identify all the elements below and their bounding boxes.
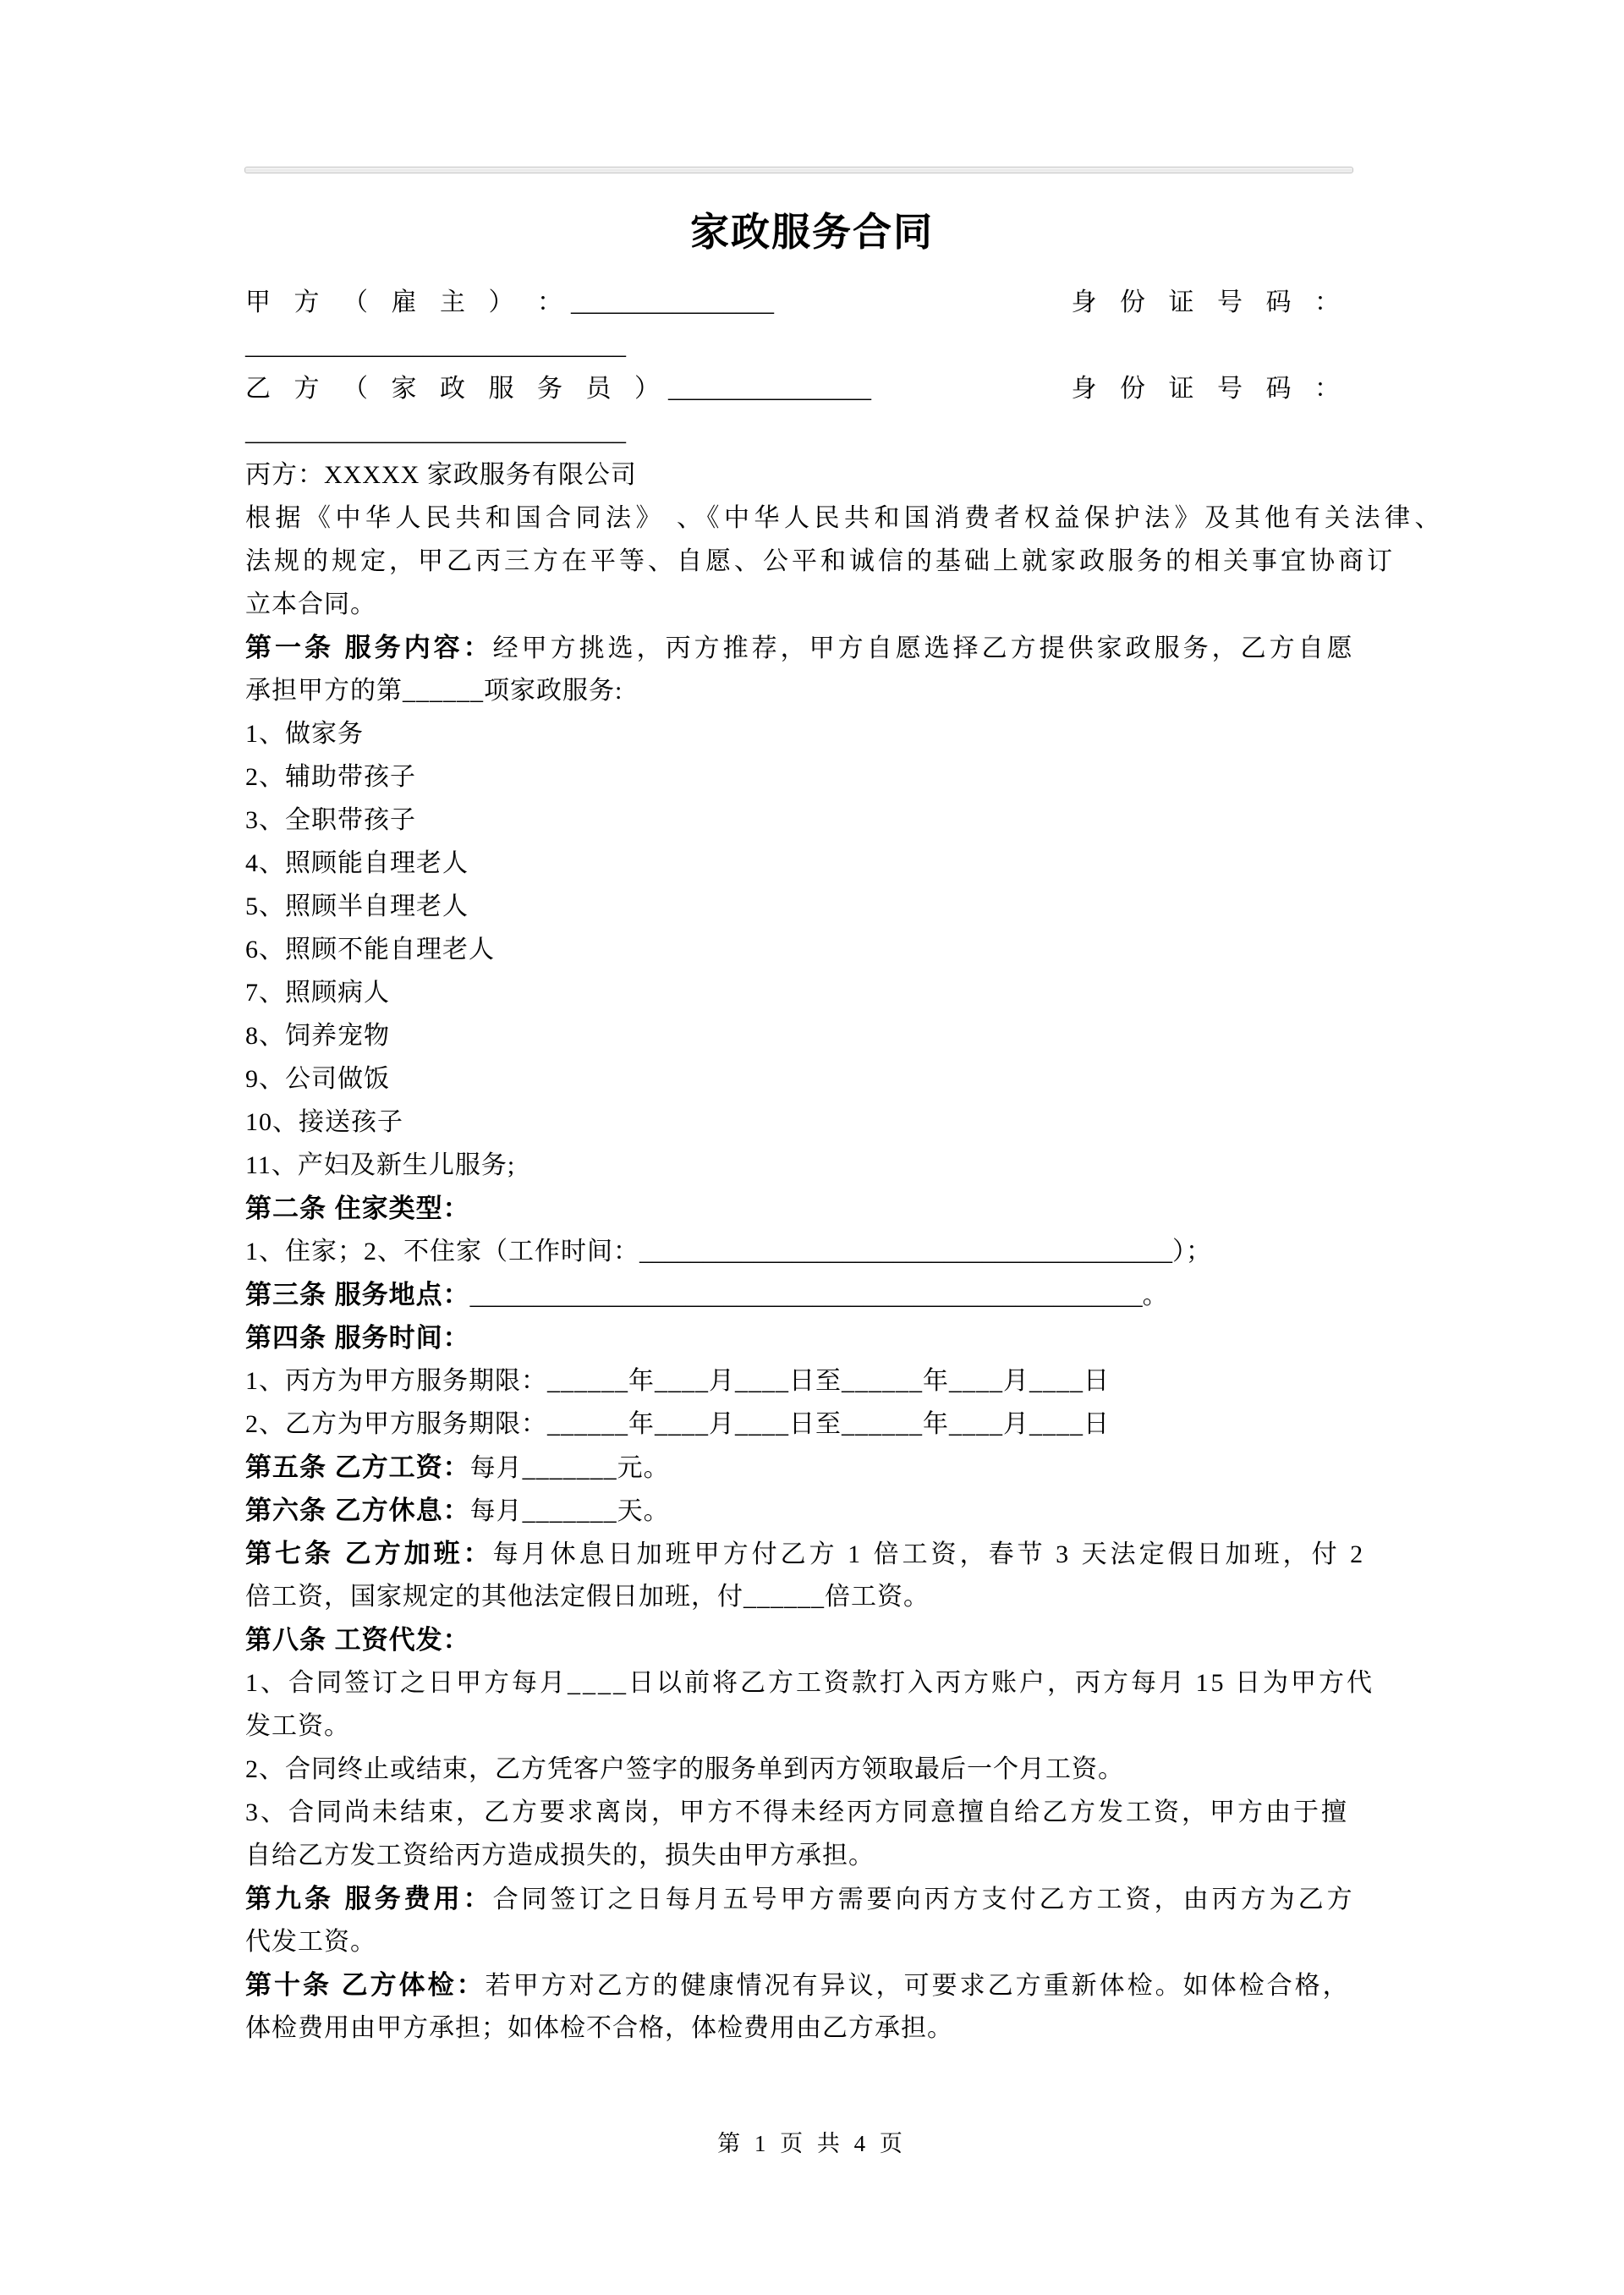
clause-6-row <box>245 1489 1379 1532</box>
clause-10-heading: 第十条 乙方体检： <box>245 1970 486 2000</box>
clause-5-row <box>245 1446 1379 1489</box>
clause-10-row <box>245 1963 1379 2007</box>
service-item-8: 8、饲养宠物 <box>245 1022 390 1050</box>
clause-10-line-1: 若甲方对乙方的健康情况有异议，可要求乙方重新体检。如体检合格， <box>485 1972 1351 2000</box>
service-item-11: 11、产妇及新生儿服务; <box>245 1151 516 1179</box>
preamble-line-1: 根据《中华人民共和国合同法》 、《中华人民共和国消费者权益保护法》及其他有关法律、 <box>245 504 1445 532</box>
clause-3-blank: _____________________________________________________ <box>469 1282 1143 1309</box>
party-a-id-label: 身 份 证 号 码 ： <box>1071 288 1348 316</box>
party-a-id-blank: ______________________________ <box>245 332 626 360</box>
preamble-line-2: 法规的规定，甲乙丙三方在平等、自愿、公平和诚信的基础上就家政服务的相关事宜协商订 <box>245 547 1396 575</box>
top-divider-bar <box>244 167 1353 173</box>
party-b-row <box>245 367 1379 410</box>
clause-8-item-3-line-1: 3、合同尚未结束，乙方要求离岗，甲方不得未经丙方同意擅自给乙方发工资，甲方由于擅 <box>245 1798 1349 1826</box>
service-item-10: 10、接送孩子 <box>245 1108 403 1136</box>
clause-9-line-2: 代发工资。 <box>245 1928 376 1956</box>
clause-2-text: 1、住家；2、不住家（工作时间： <box>245 1238 639 1266</box>
clause-2-line <box>245 1230 1379 1273</box>
service-item-6: 6、照顾不能自理老人 <box>245 936 495 964</box>
clause-1-intro-line-2: 承担甲方的第______项家政服务: <box>245 677 623 705</box>
clause-6-heading: 第六条 乙方休息： <box>245 1496 470 1525</box>
service-item-5: 5、照顾半自理老人 <box>245 892 469 920</box>
clause-2-heading: 第二条 住家类型： <box>245 1194 470 1223</box>
clause-9-line-1: 合同签订之日每月五号甲方需要向丙方支付乙方工资，由丙方为乙方 <box>492 1886 1356 1913</box>
clause-8-heading-row <box>245 1618 1379 1661</box>
party-a-label: 甲 方 （ 雇 主 ） ： <box>245 288 571 316</box>
party-b-name-blank: ________________ <box>668 375 871 403</box>
clause-4-heading: 第四条 服务时间： <box>245 1323 470 1353</box>
party-b-id-label: 身 份 证 号 码 ： <box>1071 375 1348 403</box>
clause-4-line-2: 2、乙方为甲方服务期限：______年____月____日至______年____月____日 <box>245 1410 1110 1438</box>
service-item-7: 7、照顾病人 <box>245 979 390 1007</box>
service-item-4: 4、照顾能自理老人 <box>245 849 469 877</box>
clause-2-heading-row <box>245 1187 1379 1230</box>
clause-7-row <box>245 1532 1379 1575</box>
clause-1-heading: 第一条 服务内容： <box>245 633 493 662</box>
clause-4-line-1: 1、丙方为甲方服务期限：______年____月____日至______年____月____日 <box>245 1367 1110 1395</box>
clause-2-blank: __________________________________________ <box>639 1238 1172 1266</box>
preamble-line-3: 立本合同。 <box>245 590 376 618</box>
clause-9-row <box>245 1877 1379 1920</box>
clause-1-intro-line-1: 经甲方挑选，丙方推荐，甲方自愿选择乙方提供家政服务，乙方自愿 <box>492 634 1356 662</box>
clause-9-heading: 第九条 服务费用： <box>245 1884 493 1913</box>
clause-8-item-1-line-1: 1、合同签订之日甲方每月____日以前将乙方工资款打入丙方账户，丙方每月 15 日为甲方代 <box>245 1669 1374 1697</box>
party-b-label: 乙 方 （ 家 政 服 务 员 ） <box>245 375 668 403</box>
service-item-9: 9、公司做饭 <box>245 1065 390 1093</box>
clause-2-text-end: ）； <box>1172 1238 1212 1266</box>
clause-4-heading-row <box>245 1316 1379 1359</box>
party-c-line: 丙方：XXXXX 家政服务有限公司 <box>245 461 637 489</box>
clause-8-heading: 第八条 工资代发： <box>245 1625 470 1655</box>
clause-3-text-end: 。 <box>1142 1282 1169 1309</box>
party-a-name-blank: ________________ <box>571 288 774 316</box>
clause-10-line-2: 体检费用由甲方承担；如体检不合格，体检费用由乙方承担。 <box>245 2014 953 2042</box>
page-number: 第 1 页 共 4 页 <box>717 2131 907 2156</box>
clause-3-row <box>245 1273 1379 1316</box>
clause-7-heading: 第七条 乙方加班： <box>245 1539 493 1568</box>
clause-7-line-2: 倍工资，国家规定的其他法定假日加班，付______倍工资。 <box>245 1583 930 1611</box>
contract-body <box>245 281 1445 2050</box>
clause-8-item-1-line-2: 发工资。 <box>245 1712 350 1740</box>
clause-8-item-3-line-2: 自给乙方发工资给丙方造成损失的，损失由甲方承担。 <box>245 1842 875 1869</box>
service-item-1: 1、做家务 <box>245 720 364 748</box>
clause-3-heading: 第三条 服务地点： <box>245 1280 470 1309</box>
clause-6-text: 每月_______天。 <box>469 1497 670 1525</box>
service-item-2: 2、辅助带孩子 <box>245 763 416 791</box>
clause-1-row <box>245 626 1379 669</box>
clause-7-line-1: 每月休息日加班甲方付乙方 1 倍工资，春节 3 天法定假日加班，付 2 <box>492 1540 1367 1568</box>
party-b-id-blank: ______________________________ <box>245 418 626 446</box>
clause-5-heading: 第五条 乙方工资： <box>245 1452 470 1482</box>
clause-8-item-2: 2、合同终止或结束，乙方凭客户签字的服务单到丙方领取最后一个月工资。 <box>245 1755 1124 1783</box>
clause-5-text: 每月_______元。 <box>469 1454 670 1482</box>
service-item-3: 3、全职带孩子 <box>245 806 416 834</box>
party-a-row <box>245 281 1379 324</box>
page-title: 家政服务合同 <box>690 210 934 254</box>
